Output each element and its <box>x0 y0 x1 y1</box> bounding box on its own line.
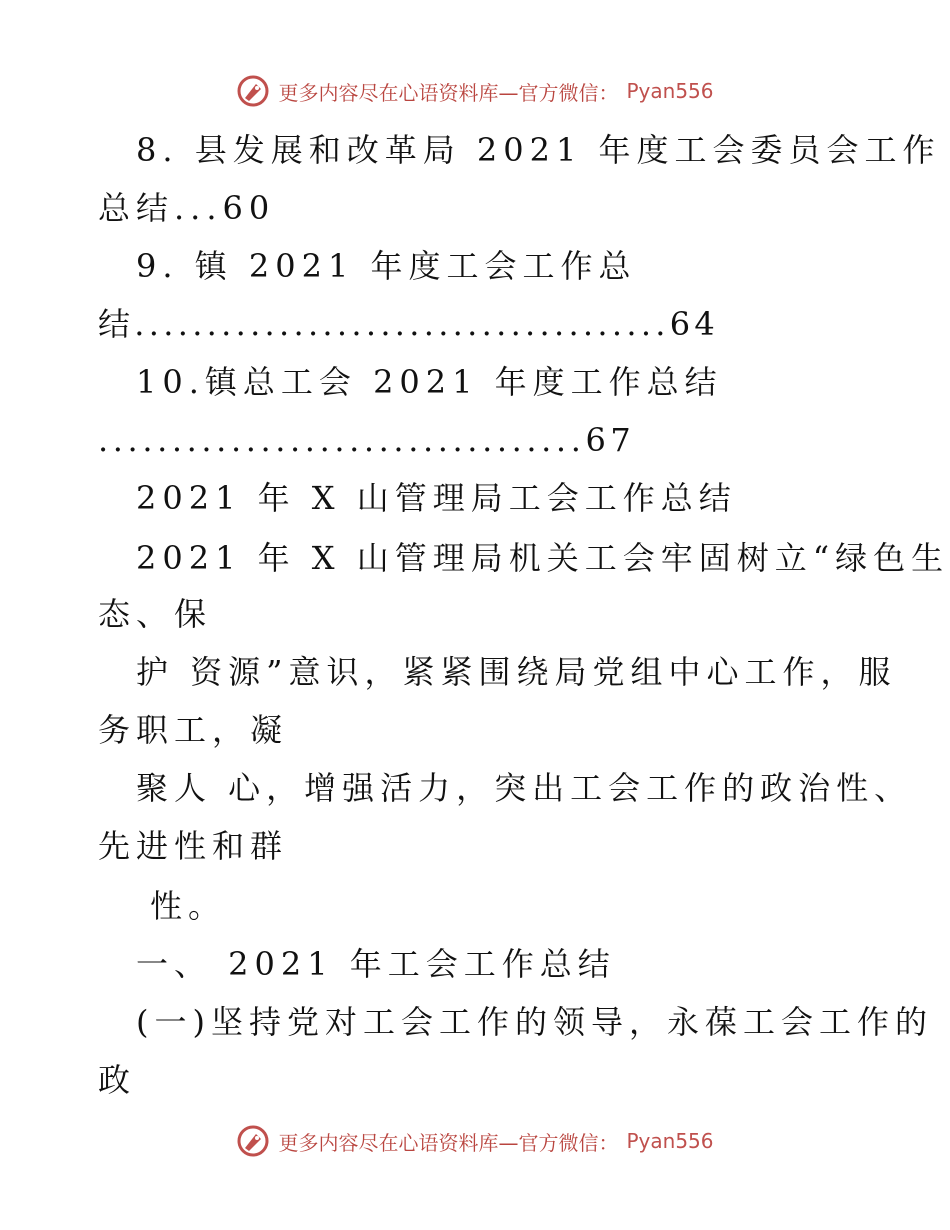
paragraph-line: 先进性和群 <box>98 827 289 865</box>
section-title: 2021 年 X 山管理局工会工作总结 <box>136 479 737 517</box>
heading-level-2: (一)坚持党对工会工作的领导，永葆工会工作的 <box>136 1003 933 1041</box>
pen-nib-logo-icon <box>236 1124 270 1158</box>
pen-nib-logo-icon <box>236 74 270 108</box>
toc-entry-9-cont: 结.....................................64 <box>98 305 720 343</box>
watermark-wechat-id: Pyan556 <box>626 1129 714 1153</box>
toc-entry-8: 8. 县发展和改革局 2021 年度工会委员会工作 <box>136 131 941 169</box>
toc-entry-10-cont: .................................67 <box>98 421 636 459</box>
paragraph-line: 2021 年 X 山管理局机关工会牢固树立“绿色生 <box>136 539 950 577</box>
toc-entry-9: 9. 镇 2021 年度工会工作总 <box>136 247 637 285</box>
watermark-wechat-id: Pyan556 <box>626 79 714 103</box>
toc-entry-10: 10.镇总工会 2021 年度工作总结 <box>136 363 723 401</box>
paragraph-line: 务职工，凝 <box>98 711 289 749</box>
paragraph-line: 聚人 心，增强活力，突出工会工作的政治性、 <box>136 769 913 807</box>
paragraph-line: 性。 <box>150 887 227 925</box>
heading-level-1: 一、 2021 年工会工作总结 <box>136 945 616 983</box>
paragraph-line: 护 资源”意识，紧紧围绕局党组中心工作，服 <box>136 653 897 691</box>
watermark-footer <box>0 1124 950 1158</box>
watermark-text: 更多内容尽在心语资料库—官方微信： <box>278 1130 619 1155</box>
heading-level-2-cont: 政 <box>98 1061 137 1099</box>
watermark-text: 更多内容尽在心语资料库—官方微信： <box>278 80 619 105</box>
paragraph-line: 态、保 <box>98 595 213 633</box>
watermark-header <box>0 74 950 108</box>
toc-entry-8-cont: 总结...60 <box>98 189 276 227</box>
